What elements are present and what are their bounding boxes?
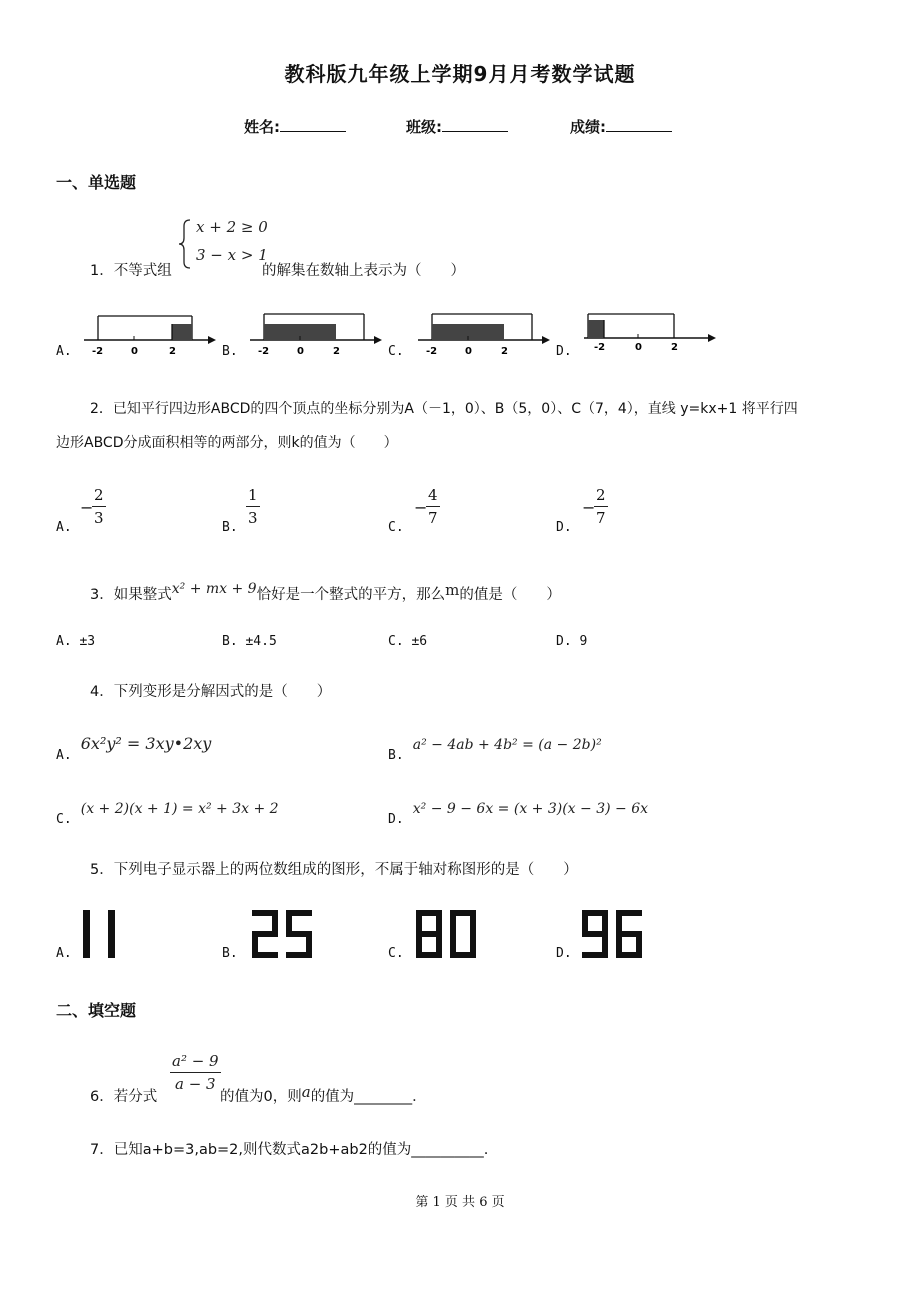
q2-option-d-sign: − [582,498,596,517]
q5-option-d-display[interactable] [578,906,650,962]
q5-option-a-letter[interactable]: A. [56,946,72,961]
tick-label: -2 [594,342,606,353]
tick-label: -2 [92,346,104,356]
q2-option-d-letter: D. [556,520,572,535]
q2-option-c-fraction [426,486,440,527]
q1-option-b-letter[interactable]: B. [222,344,238,359]
q4-option-c[interactable] [56,798,279,827]
numerator: 2 [92,486,106,507]
q3-option-c[interactable]: C. ±6 [388,634,428,649]
q3-middle: 恰好是一个整式的平方，那么 [256,587,446,603]
q4-option-c-letter: C. [56,812,72,827]
q1-option-a-number-line[interactable] [80,308,220,356]
q4-option-d-expr: x² − 9 − 6x = (x + 3)(x − 3) − 6x [412,801,649,817]
q2-option-c-letter: C. [388,520,404,535]
numerator: 2 [594,486,608,507]
q2-option-a-sign: − [80,498,94,517]
q7-stem: 7．已知a+b=3,ab=2,则代数式a2b+ab2的值为__________. [90,1142,489,1158]
q4-option-c-expr: (x + 2)(x + 1) = x² + 3x + 2 [80,801,279,817]
denominator: a − 3 [175,1075,216,1093]
q1-option-d-letter[interactable]: D. [556,344,572,359]
q4-stem: 4．下列变形是分解因式的是（ ） [90,684,332,700]
name-field[interactable] [244,116,346,137]
q4-option-b-letter: B. [388,748,404,763]
q3-expression: x² + mx + 9 [171,581,257,597]
q5-option-b-digits: 25 [248,906,250,907]
q2-option-c-sign: − [414,498,428,517]
tick-label: 2 [169,346,176,356]
q5-option-a-display[interactable] [78,906,134,962]
q6-middle: 的值为0，则 [220,1089,302,1105]
section-heading-fill-blank: 二、填空题 [56,1001,137,1020]
tick-label: 2 [671,342,678,353]
q3-option-a[interactable]: A. ±3 [56,634,96,649]
q4-option-d-letter: D. [388,812,404,827]
q3-suffix: 的值是（ ） [459,587,561,603]
q4-option-a[interactable] [56,734,212,763]
q5-option-c-digits: 80 [412,906,414,907]
section-heading-single-choice: 一、单选题 [56,173,137,192]
class-field[interactable] [406,116,508,137]
name-label: 姓名: [244,118,280,136]
tick-label: 2 [333,346,340,356]
q2-option-a-letter: A. [56,520,72,535]
q1-prefix: 1．不等式组 [90,263,172,279]
q1-option-d-number-line[interactable] [580,306,720,354]
denominator: 7 [596,509,606,527]
q2-line1: 2．已知平行四边形ABCD的四个顶点的坐标分别为A（－1，0）、B（5，0）、C（7，4），直线 y=kx+1 将平行四 [90,401,798,417]
denominator: 7 [428,509,438,527]
name-blank[interactable] [280,117,346,132]
tick-label: 0 [297,346,304,356]
tick-label: 0 [465,346,472,356]
tick-label: 2 [501,346,508,356]
q1-suffix: 的解集在数轴上表示为（ ） [262,263,465,279]
class-blank[interactable] [442,117,508,132]
q2-option-d-fraction [594,486,608,527]
q4-option-a-letter: A. [56,748,72,763]
tick-label: -2 [426,346,438,356]
q5-option-d-digits: 96 [578,906,580,907]
denominator: 3 [94,509,104,527]
numerator: a² − 9 [170,1052,221,1073]
q1-option-a-letter[interactable]: A. [56,344,72,359]
q2-option-a-fraction [92,486,106,527]
numerator: 1 [246,486,260,507]
q3-stem [90,583,561,604]
q1-inequality-system [178,218,268,270]
q6-suffix: 的值为________． [310,1089,427,1105]
q2-option-b-letter: B. [222,520,238,535]
q4-option-b[interactable] [388,734,602,763]
tick-label: -2 [258,346,270,356]
page-title: 教科版九年级上学期9月月考数学试题 [284,62,636,86]
page-footer: 第 1 页 共 6 页 [415,1195,505,1210]
q4-option-d[interactable] [388,798,649,827]
q2-line2: 边形ABCD分成面积相等的两部分，则k的值为（ ） [56,435,398,451]
denominator: 3 [248,509,258,527]
q3-variable: m [445,581,460,599]
q5-option-a-digits: 11 [78,906,80,907]
q6-rest [220,1085,427,1106]
q3-option-b[interactable]: B. ±4.5 [222,634,277,649]
q1-option-c-letter[interactable]: C. [388,344,404,359]
q5-option-c-display[interactable] [412,906,484,962]
q2-option-b-fraction [246,486,260,527]
numerator: 4 [426,486,440,507]
q6-fraction [170,1052,221,1093]
q5-stem: 5．下列电子显示器上的两位数组成的图形，不属于轴对称图形的是（ ） [90,862,578,878]
class-label: 班级: [406,118,442,136]
q3-prefix: 3．如果整式 [90,587,172,603]
score-field[interactable] [570,116,672,137]
q3-option-d[interactable]: D. 9 [556,634,588,649]
tick-label: 0 [131,346,138,356]
q1-system-line2: 3 − x > 1 [196,246,268,264]
q5-option-b-display[interactable] [248,906,320,962]
q1-system-line1: x + 2 ≥ 0 [196,218,268,236]
q1-option-b-number-line[interactable] [246,308,386,356]
tick-label: 0 [635,342,642,353]
score-label: 成绩: [570,118,606,136]
q6-prefix: 6．若分式 [90,1089,158,1105]
q1-option-c-number-line[interactable] [414,308,554,356]
q6-variable: a [301,1083,311,1101]
score-blank[interactable] [606,117,672,132]
brace-icon [178,218,192,270]
q5-option-c-letter[interactable]: C. [388,946,404,961]
q4-option-a-expr: 6x²y² = 3xy•2xy [80,734,212,753]
q5-option-d-letter[interactable]: D. [556,946,572,961]
q4-option-b-expr: a² − 4ab + 4b² = (a − 2b)² [412,737,602,753]
q5-option-b-letter[interactable]: B. [222,946,238,961]
